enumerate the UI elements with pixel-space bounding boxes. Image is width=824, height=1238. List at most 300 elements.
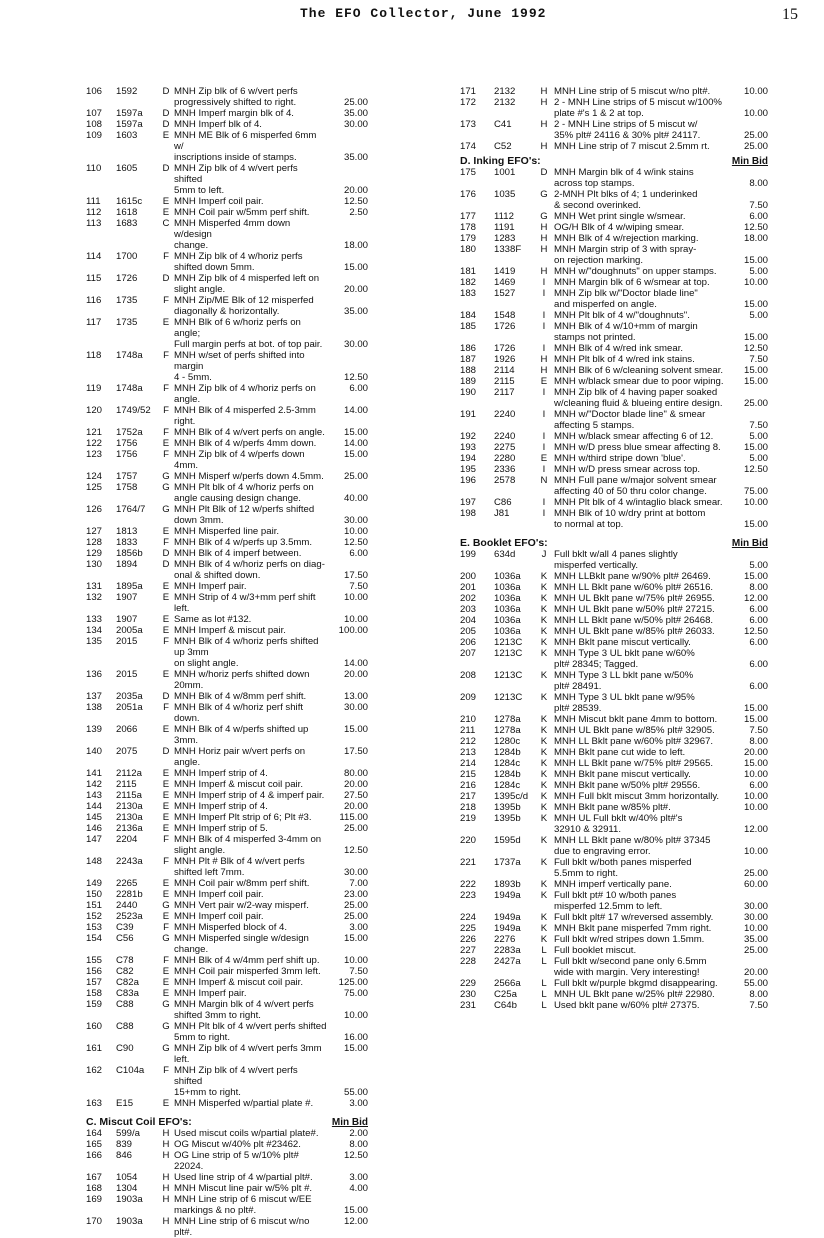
grade [534,255,554,266]
min-bid: 30.00 [343,702,368,713]
lot-number [86,152,116,163]
scott-number: 1949a [494,923,521,934]
lot-number: 158 [86,988,103,999]
scott-number: 1280c [494,736,521,747]
min-bid: 8.00 [749,178,768,189]
min-bid [728,387,768,398]
lot-row [86,1098,368,1109]
min-bid: 10.00 [343,1010,368,1021]
lot-row [86,284,368,295]
min-bid: 100.00 [338,625,368,636]
scott-number [116,1032,158,1043]
scott-number: 1907 [116,592,138,603]
description: MNH Blk of 4 w/10+mm of margin [554,321,698,332]
min-bid: 35.00 [743,934,768,945]
description: MNH Misperf w/perfs down 4.5mm. [174,471,324,482]
grade: F [163,856,169,867]
grade [158,1032,174,1043]
lot-row [460,211,768,222]
lot-number [460,255,494,266]
scott-number: 1748a [116,350,143,361]
grade: K [540,791,548,802]
description: MNH Margin blk of 4 w/ink stains [554,167,694,178]
min-bid: 20.00 [743,747,768,758]
lot-number [86,570,116,581]
min-bid: 7.50 [749,354,768,365]
scott-number: 1749/52 [116,405,151,416]
scott-number: 1903a [116,1194,143,1205]
scott-number: E15 [116,1098,134,1109]
scott-number: 2243a [116,856,143,867]
lot-row [460,442,768,453]
lot-row [460,593,768,604]
lot-number [86,306,116,317]
scott-number: 2015 [116,636,138,647]
min-bid: 6.00 [749,211,768,222]
lot-number: 149 [86,878,103,889]
min-bid: 27.50 [343,790,368,801]
grade [158,658,174,669]
lot-row [86,306,368,317]
scott-number: 2204 [116,834,138,845]
scott-number: 1278a [494,725,521,736]
description: inscriptions inside of stamps. [174,152,297,163]
description: Used bklt pane w/60% plt# 27375. [554,1000,700,1011]
lot-number: 128 [86,537,103,548]
min-bid [328,218,368,240]
grade: K [540,758,548,769]
description: MNH w/D press blue smear affecting 8. [554,442,721,453]
description: MNH Imperf strip of 4. [174,768,268,779]
grade: K [540,879,548,890]
grade: E [162,768,170,779]
lot-number: 174 [460,141,477,152]
lot-row [460,453,768,464]
lot-number [460,560,494,571]
lot-row [86,163,368,185]
min-bid [728,189,768,200]
grade: K [540,571,548,582]
grade: G [162,471,170,482]
lot-number: 208 [460,670,477,681]
grade: F [163,427,169,438]
lot-number: 230 [460,989,477,1000]
scott-number: C52 [494,141,512,152]
min-bid: 15.00 [343,262,368,273]
lot-number: 206 [460,637,477,648]
description: MNH w/third stripe down 'blue'. [554,453,686,464]
min-bid: 55.00 [343,1087,368,1098]
description: change. [174,240,209,251]
description: 32910 & 32911. [554,824,622,835]
lot-number: 215 [460,769,477,780]
min-bid [728,97,768,108]
min-bid: 125.00 [338,977,368,988]
lot-row [86,493,368,504]
scott-number: J81 [494,508,510,519]
min-bid: 30.00 [343,119,368,130]
grade [534,824,554,835]
lot-row [460,736,768,747]
grade: I [542,310,546,321]
description: MNH Zip blk of 4 w/vert perfs shifted [174,163,298,185]
lot-number: 141 [86,768,103,779]
min-bid: 8.00 [349,1139,368,1150]
lot-row [86,999,368,1010]
scott-number: 1284c [494,758,521,769]
lot-row [460,714,768,725]
lot-number: 126 [86,504,103,515]
min-bid [328,317,368,339]
grade: F [163,251,169,262]
section-d-min-bid: Min Bid [731,156,768,167]
grade: K [540,714,548,725]
grade: I [542,277,546,288]
grade: K [540,637,548,648]
scott-number: 2566a [494,978,521,989]
grade: D [162,548,170,559]
lot-number: 229 [460,978,477,989]
description: misperfed vertically. [554,560,639,571]
min-bid: 10.00 [343,592,368,603]
grade: E [162,911,170,922]
scott-number [494,868,534,879]
lot-row [86,724,368,746]
description: MNH Imperf Plt strip of 6; Plt #3. [174,812,312,823]
scott-number [116,185,158,196]
description: Full bklt plt# 17 w/reversed assembly. [554,912,714,923]
lot-row [460,200,768,211]
lot-number: 171 [460,86,477,97]
grade: H [540,97,548,108]
lot-number: 142 [86,779,103,790]
scott-number: 2578 [494,475,516,486]
grade: F [163,405,169,416]
description: 35% plt# 24116 & 30% plt# 24117. [554,130,701,141]
min-bid: 35.00 [343,152,368,163]
grade [534,868,554,879]
min-bid: 20.00 [743,967,768,978]
lot-row [460,692,768,703]
scott-number [116,658,158,669]
scott-number: 1284b [494,747,521,758]
min-bid: 25.00 [343,911,368,922]
scott-number: 1338F [494,244,522,255]
description: Full bklt pt# 10 w/both panes [554,890,677,901]
lot-row [86,1087,368,1098]
description: MNH Blk of 4 w/red ink smear. [554,343,684,354]
lot-number [86,845,116,856]
lot-row [460,703,768,714]
lot-number: 184 [460,310,477,321]
grade: I [542,343,546,354]
description: affecting 5 stamps. [554,420,635,431]
lot-number: 110 [86,163,102,174]
scott-number: 1213C [494,670,523,681]
description: MNH Misperfed single w/design change. [174,933,309,955]
min-bid [328,86,368,97]
grade: E [162,1098,170,1109]
description: MNH LL Bklt pane w/60% plt# 26516. [554,582,714,593]
lot-row [86,405,368,427]
lot-row [86,372,368,383]
description: MNH Imperf pair. [174,988,247,999]
lot-row [86,1021,368,1032]
description: MNH LL Bklt pane w/80% plt# 37345 [554,835,711,846]
min-bid: 12.50 [343,196,368,207]
scott-number [116,493,158,504]
lot-row [460,233,768,244]
description: MNH Zip blk of 4 w/vert perfs shifted [174,1065,298,1087]
grade: E [162,625,170,636]
lot-number: 125 [86,482,103,493]
scott-number: 1112 [494,211,514,222]
min-bid [328,130,368,152]
description: wide with margin. Very interesting! [554,967,700,978]
lot-row [86,526,368,537]
lot-row [460,277,768,288]
lot-row [86,702,368,724]
lot-number: 172 [460,97,477,108]
min-bid: 3.00 [349,1172,368,1183]
scott-number: 1278a [494,714,521,725]
scott-number: 634d [494,549,516,560]
lot-number [86,284,116,295]
scott-number: 1036a [494,582,521,593]
lot-row [86,977,368,988]
lot-row [86,196,368,207]
lot-row [86,1216,368,1238]
grade: I [542,288,546,299]
min-bid: 7.50 [349,966,368,977]
grade [534,299,554,310]
min-bid [328,1021,368,1032]
scott-number: 1036a [494,626,521,637]
scott-number: 1683 [116,218,138,229]
lot-row [460,376,768,387]
lot-row [460,222,768,233]
lot-row [86,262,368,273]
scott-number: 1726 [494,343,516,354]
description: across top stamps. [554,178,635,189]
description: shifted 3mm to right. [174,1010,261,1021]
grade: E [162,669,170,680]
lot-number [86,1087,116,1098]
min-bid: 20.00 [343,669,368,680]
grade: H [540,233,548,244]
grade [158,570,174,581]
lot-row [460,409,768,420]
scott-number [494,901,534,912]
scott-number: 2281b [116,889,143,900]
grade: K [540,648,548,659]
description: MNH Vert pair w/2-way misperf. [174,900,309,911]
lot-number: 224 [460,912,477,923]
lot-row [460,420,768,431]
lot-number: 127 [86,526,103,537]
lot-number: 228 [460,956,477,967]
min-bid: 10.00 [743,108,768,119]
scott-number [494,420,534,431]
page-number: 15 [782,6,798,23]
min-bid [728,475,768,486]
right-column [460,86,768,1011]
scott-number: 2115 [116,779,137,790]
grade: E [162,801,170,812]
lot-row [86,427,368,438]
lot-row [460,486,768,497]
min-bid [728,857,768,868]
lot-row [460,989,768,1000]
scott-number: 2115 [494,376,515,387]
page-header [0,6,824,26]
lot-number: 207 [460,648,477,659]
scott-number: 1764/7 [116,504,146,515]
min-bid [328,636,368,658]
description: MNH Imperf strip of 5. [174,823,268,834]
lot-number: 112 [86,207,102,218]
min-bid: 4.00 [349,1183,368,1194]
grade [534,486,554,497]
scott-number: 1592 [116,86,138,97]
description: MNH Full bklt miscut 3mm horizontally. [554,791,720,802]
description: MNH Imperf pair. [174,581,247,592]
lot-row [460,97,768,108]
grade: K [540,813,548,824]
min-bid: 25.00 [743,868,768,879]
min-bid: 30.00 [343,515,368,526]
grade: D [162,559,170,570]
scott-number: C86 [494,497,512,508]
grade: K [540,802,548,813]
scott-number [116,372,158,383]
description: 5mm to left. [174,185,225,196]
min-bid: 10.00 [343,526,368,537]
min-bid: 15.00 [343,449,368,460]
scott-number: 1949a [494,912,521,923]
description: MNH Bklt pane miscut vertically. [554,637,691,648]
lot-row [460,1000,768,1011]
lot-number: 186 [460,343,477,354]
scott-number [494,703,534,714]
grade: E [162,526,170,537]
description: MNH Blk of 4 w/horiz perf shift down. [174,702,304,724]
lot-row [460,508,768,519]
lot-number: 182 [460,277,477,288]
description: MNH Imperf margin blk of 4. [174,108,294,119]
lot-row [460,387,768,398]
lot-row [460,519,768,530]
lot-number [460,299,494,310]
description: MNH Zip/ME Blk of 12 misperfed [174,295,314,306]
scott-number [494,967,534,978]
description: MNH Margin blk of 4 w/vert perfs [174,999,314,1010]
scott-number [116,1087,158,1098]
grade: C [162,218,170,229]
min-bid: 23.00 [343,889,368,900]
description: MNH Zip blk of 4 w/vert perfs 3mm left. [174,1043,322,1065]
lot-number: 121 [86,427,103,438]
lot-number: 193 [460,442,477,453]
grade: L [541,956,547,967]
scott-number: 1395b [494,802,521,813]
description: 2 - MNH Line strips of 5 miscut w/100% [554,97,722,108]
lot-number: 222 [460,879,477,890]
lot-row [460,299,768,310]
grade: K [540,725,548,736]
min-bid: 10.00 [743,846,768,857]
scott-number: 1605 [116,163,138,174]
grade [534,178,554,189]
min-bid: 12.50 [743,464,768,475]
lot-row [86,658,368,669]
description: MNH Miscut line pair w/5% plt #. [174,1183,313,1194]
min-bid: 15.00 [343,724,368,735]
lot-row [460,332,768,343]
lot-number [460,519,494,530]
grade: K [540,582,548,593]
grade: K [540,780,548,791]
scott-number: 1213C [494,692,523,703]
lot-number: 199 [460,549,477,560]
lot-row [86,856,368,867]
min-bid [328,1194,368,1205]
lot-row [460,945,768,956]
grade: F [163,350,169,361]
scott-number: 2115a [116,790,142,801]
scott-number: 2051a [116,702,143,713]
scott-number [116,845,158,856]
min-bid: 15.00 [743,442,768,453]
lot-row [460,978,768,989]
lot-row [460,497,768,508]
description: 5.5mm to right. [554,868,618,879]
lot-row [86,878,368,889]
description: shifted left 7mm. [174,867,245,878]
description: w/cleaning fluid & blueing entire design. [554,398,723,409]
lot-row [86,482,368,493]
grade: K [540,857,548,868]
lot-row [86,691,368,702]
lot-number: 153 [86,922,103,933]
description: MNH Blk of 4 misperfed 3-4mm on [174,834,322,845]
lot-row [460,244,768,255]
lot-number: 134 [86,625,103,636]
lot-row [460,604,768,615]
scott-number: 839 [116,1139,133,1150]
scott-number [494,846,534,857]
grade: D [162,691,170,702]
min-bid: 14.00 [343,658,368,669]
grade: E [162,614,170,625]
description: MNH Bklt pane w/85% plt#. [554,802,671,813]
min-bid [328,856,368,867]
min-bid: 40.00 [343,493,368,504]
description: MNH Line strip of 5 miscut w/no plt#. [554,86,711,97]
grade: H [540,354,548,365]
min-bid: 115.00 [339,812,368,823]
min-bid: 10.00 [743,497,768,508]
description: MNH imperf vertically pane. [554,879,672,890]
description: MNH Misperfed 4mm down w/design [174,218,291,240]
lot-number: 116 [86,295,102,306]
min-bid: 55.00 [743,978,768,989]
description: MNH UL Bklt pane w/25% plt# 22980. [554,989,715,1000]
scott-number: 1054 [116,1172,138,1183]
description: MNH Zip blk of 6 w/vert perfs [174,86,298,97]
lot-number: 175 [460,167,477,178]
lot-number: 183 [460,288,477,299]
